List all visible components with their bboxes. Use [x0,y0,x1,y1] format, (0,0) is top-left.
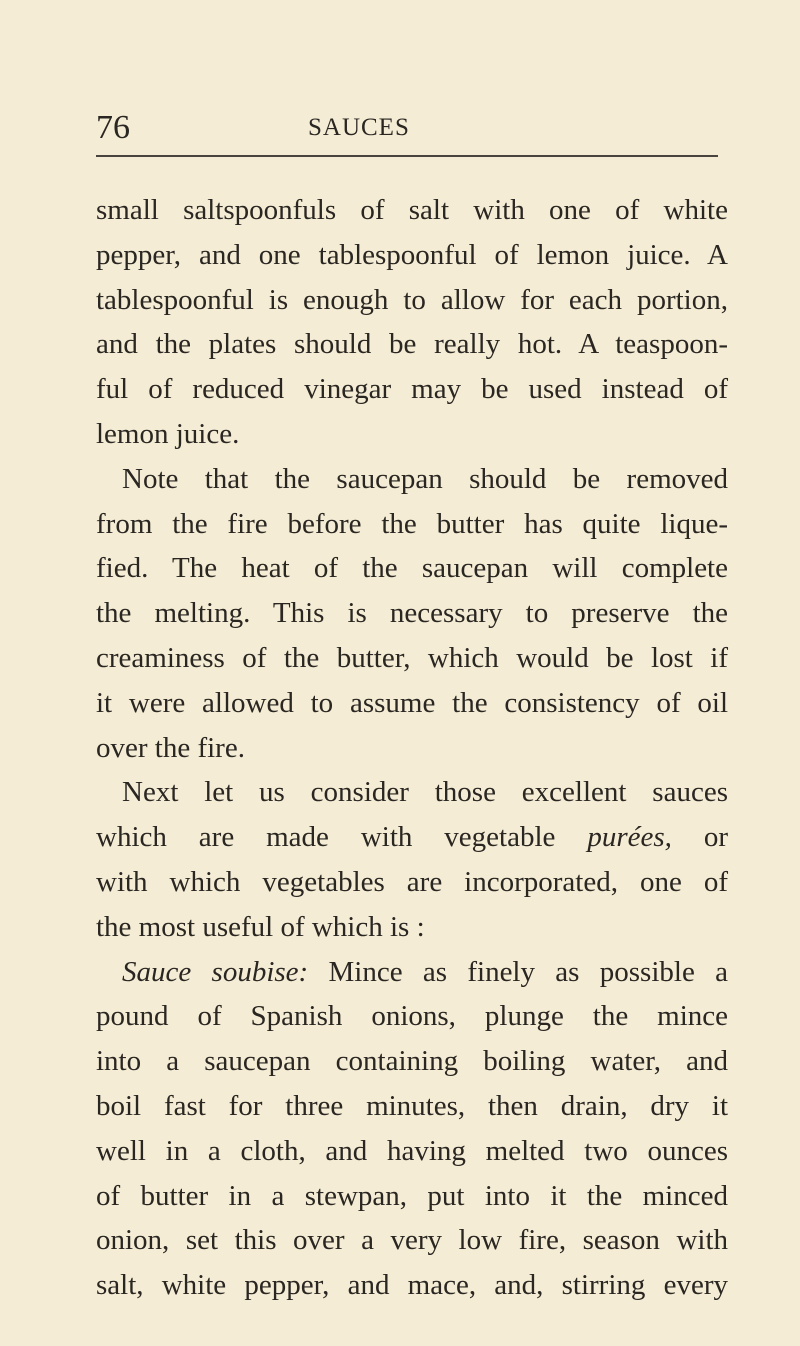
italic-term: purées, [587,821,672,854]
text-line: small saltspoonfuls of salt with one of white [96,194,728,226]
recipe-title: Sauce soubise: [122,955,309,988]
text-line: of butter in a stewpan, put into it the minced [96,1179,728,1212]
text-segment: which are made with vegetable [96,821,588,854]
page-header [96,108,726,148]
text-line: the most useful of which is : [96,910,425,943]
text-segment: or [671,821,728,854]
text-line: lemon juice. [96,417,240,450]
page-number: 76 [96,109,130,146]
text-line: and the plates should be really hot. A teaspoon- [96,328,728,361]
text-line: fied. The heat of the saucepan will complete [96,552,728,585]
text-line: pound of Spanish onions, plunge the mince [96,1000,728,1033]
text-line: over the fire. [96,731,245,764]
text-line: with which vegetables are incorporated, one of [96,865,728,898]
text-line [96,950,728,995]
running-head: SAUCES [308,114,410,141]
text-line: boil fast for three minutes, then drain, dry it [96,1089,728,1122]
text-line: from the fire before the butter has quite lique- [96,507,728,540]
text-segment: Mince as finely as possible a [308,955,728,988]
text-line: pepper, and one tablespoonful of lemon juice. A [96,238,728,271]
text-line: tablespoonful is enough to allow for each portion, [96,283,728,316]
text-line: ful of reduced vinegar may be used instead of [96,373,728,406]
text-line: the melting. This is necessary to preserve the [96,597,728,630]
body-text [96,188,728,1308]
text-line: creaminess of the butter, which would be lost if [96,641,728,674]
header-rule [96,155,718,157]
text-line: Note that the saucepan should be removed [122,462,728,495]
text-line: Next let us consider those excellent sauces [122,776,728,809]
text-line: well in a cloth, and having melted two ounces [96,1134,728,1167]
text-line: it were allowed to assume the consistency of oil [96,686,728,719]
text-line: into a saucepan containing boiling water, and [96,1045,728,1078]
text-line: onion, set this over a very low fire, season with [96,1224,728,1257]
text-line [96,815,728,860]
text-line: salt, white pepper, and mace, and, stirring every [96,1269,728,1302]
